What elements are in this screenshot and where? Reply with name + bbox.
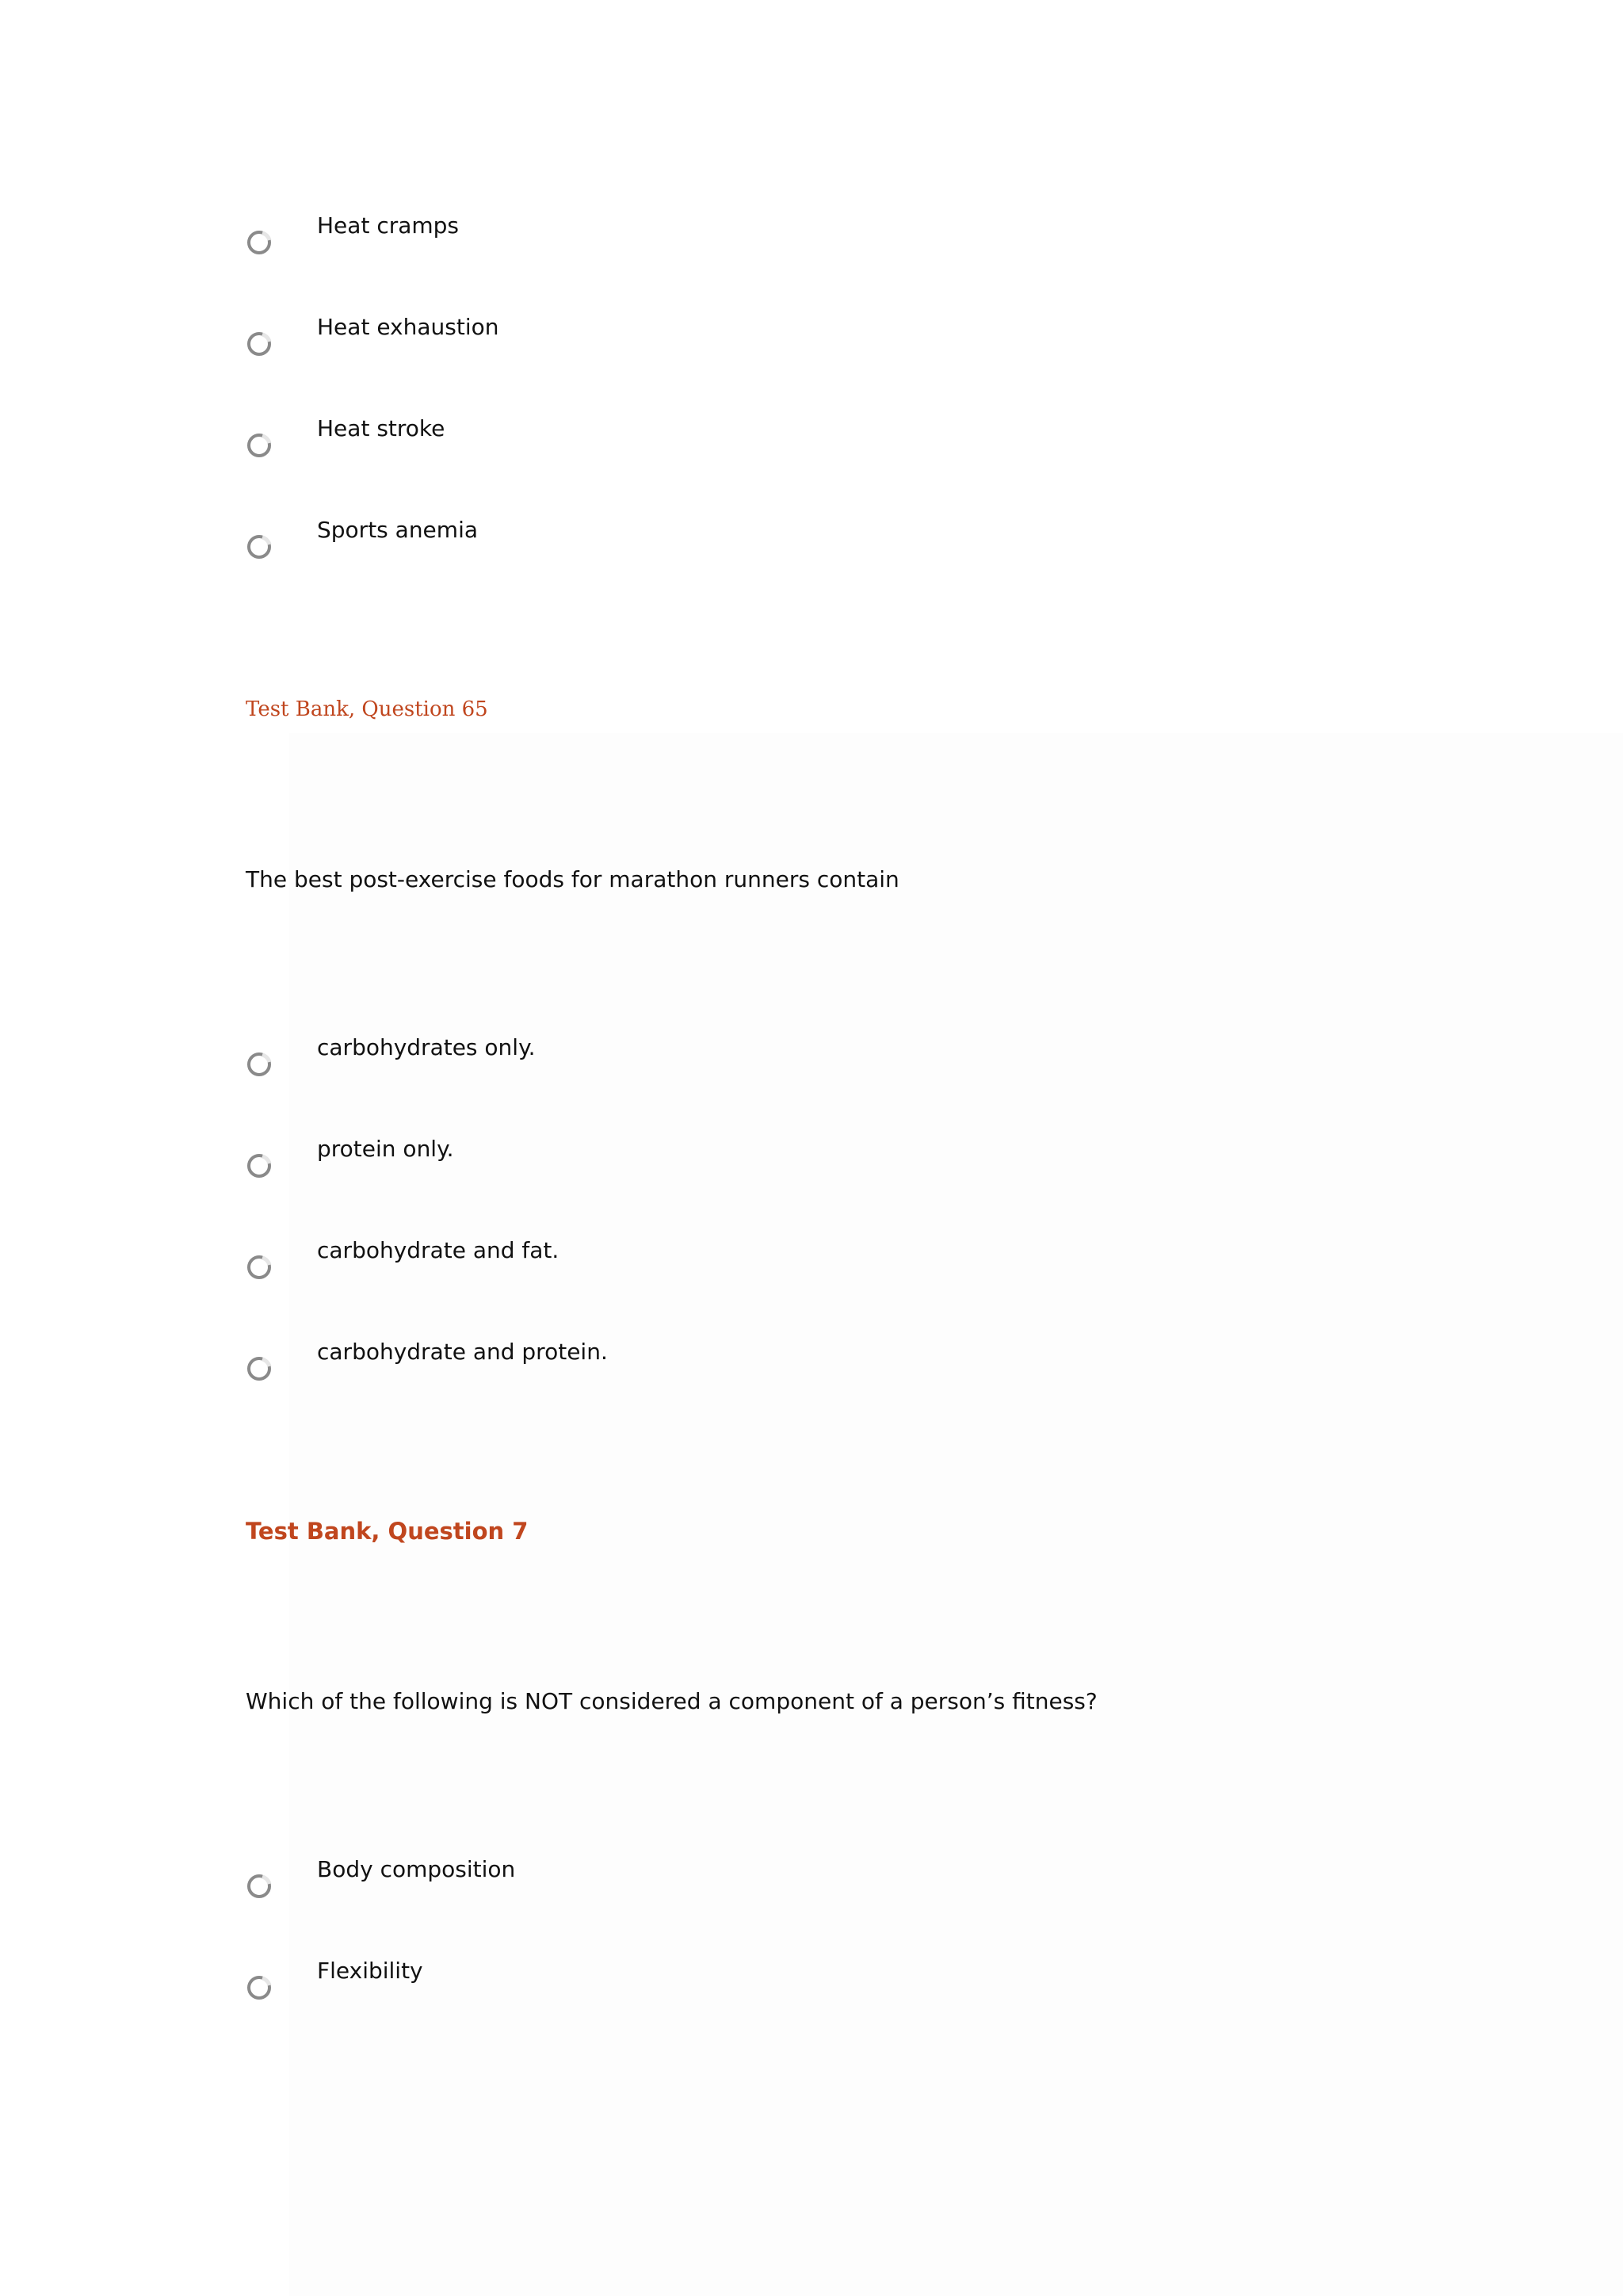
option-body-composition[interactable]	[246, 1856, 1197, 1904]
option-protein-only[interactable]	[246, 1136, 1197, 1183]
option-heat-cramps[interactable]	[246, 212, 1197, 260]
radio-button-icon[interactable]	[246, 229, 273, 256]
option-label: Sports anemia	[317, 517, 478, 543]
option-label: Heat stroke	[317, 415, 445, 441]
option-flexibility[interactable]	[246, 1958, 1197, 2005]
radio-button-icon[interactable]	[246, 432, 273, 459]
option-label: carbohydrates only.	[317, 1034, 536, 1060]
radio-button-icon[interactable]	[246, 1974, 273, 2001]
radio-button-icon[interactable]	[246, 330, 273, 357]
radio-button-icon[interactable]	[246, 1051, 273, 1078]
option-carbohydrates-only[interactable]	[246, 1034, 1197, 1082]
radio-button-icon[interactable]	[246, 1355, 273, 1382]
option-heat-stroke[interactable]	[246, 415, 1197, 463]
radio-button-icon[interactable]	[246, 533, 273, 560]
option-label: Flexibility	[317, 1958, 423, 1984]
option-carbohydrate-and-fat[interactable]	[246, 1237, 1197, 1285]
option-heat-exhaustion[interactable]	[246, 314, 1197, 361]
option-sports-anemia[interactable]	[246, 517, 1197, 564]
option-label: Body composition	[317, 1856, 516, 1882]
option-carbohydrate-and-protein[interactable]	[246, 1339, 1197, 1386]
question-65-text: The best post-exercise foods for marathon runners contain	[246, 866, 899, 892]
option-label: Heat cramps	[317, 212, 460, 239]
radio-button-icon[interactable]	[246, 1152, 273, 1179]
option-label: protein only.	[317, 1136, 454, 1162]
option-label: Heat exhaustion	[317, 314, 499, 340]
radio-button-icon[interactable]	[246, 1873, 273, 1900]
question-panel-background	[289, 733, 1623, 2296]
question-65-heading: Test Bank, Question 65	[246, 697, 488, 721]
radio-button-icon[interactable]	[246, 1254, 273, 1281]
option-label: carbohydrate and protein.	[317, 1339, 608, 1365]
question-7-text: Which of the following is NOT considered a component of a person’s fitness?	[246, 1688, 1098, 1714]
option-label: carbohydrate and fat.	[317, 1237, 559, 1263]
question-7-heading: Test Bank, Question 7	[246, 1518, 529, 1545]
